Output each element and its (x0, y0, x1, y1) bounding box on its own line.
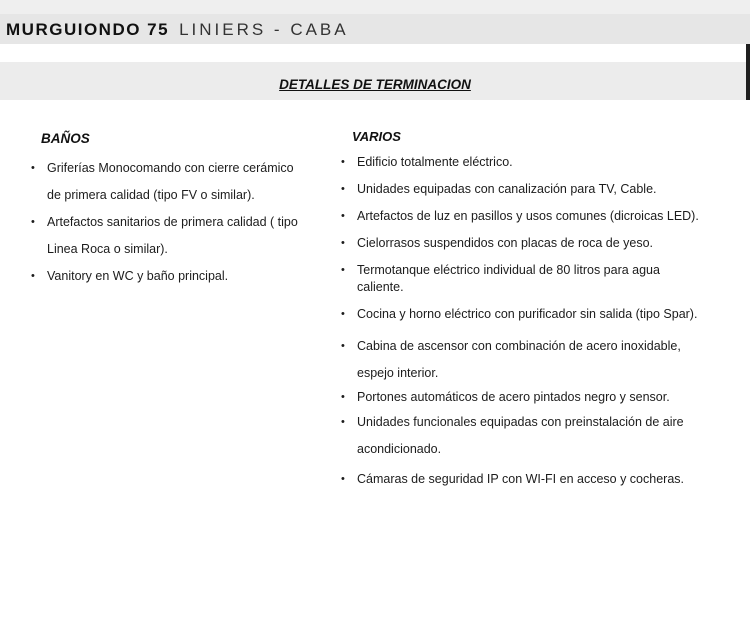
varios-item-cocina: • Cocina y horno eléctrico con purificador sin salida (tipo Spar). (340, 306, 700, 323)
project-title (6, 20, 349, 40)
banos-item-vanitory: • Vanitory en WC y baño principal. (30, 263, 300, 290)
project-address: MURGUIONDO 75 (6, 20, 170, 39)
varios-heading: VARIOS (352, 129, 401, 144)
banos-list (30, 155, 300, 290)
varios-item-canalizacion: • Unidades equipadas con canalización para TV, Cable. (340, 181, 700, 198)
varios-item-termotanque: • Termotanque eléctrico individual de 80 litros para agua caliente. (340, 262, 700, 296)
varios-item-ascensor: • Cabina de ascensor con combinación de acero inoxidable, espejo interior. (340, 333, 700, 387)
varios-item-cielorrasos: • Cielorrasos suspendidos con placas de roca de yeso. (340, 235, 700, 252)
section-title: DETALLES DE TERMINACION (279, 77, 471, 92)
varios-list (340, 154, 700, 493)
varios-item-portones: • Portones automáticos de acero pintados negro y sensor. (340, 389, 700, 406)
top-strip (0, 0, 750, 15)
varios-item-aire: • Unidades funcionales equipadas con preinstalación de aire acondicionado. (340, 409, 700, 463)
project-location: LINIERS - CABA (179, 20, 349, 39)
banos-heading: BAÑOS (41, 131, 90, 146)
banos-item-sanitarios: • Artefactos sanitarios de primera calidad ( tipo Linea Roca o similar). (30, 209, 300, 263)
varios-item-camaras: • Cámaras de seguridad IP con WI-FI en acceso y cocheras. (340, 466, 700, 493)
banos-item-griferias: • Griferías Monocomando con cierre cerámico de primera calidad (tipo FV o similar). (30, 155, 300, 209)
header-bar (0, 14, 750, 44)
varios-item-artefactos-luz: • Artefactos de luz en pasillos y usos comunes (dicroicas LED). (340, 208, 700, 225)
varios-item-electrico: • Edificio totalmente eléctrico. (340, 154, 700, 171)
